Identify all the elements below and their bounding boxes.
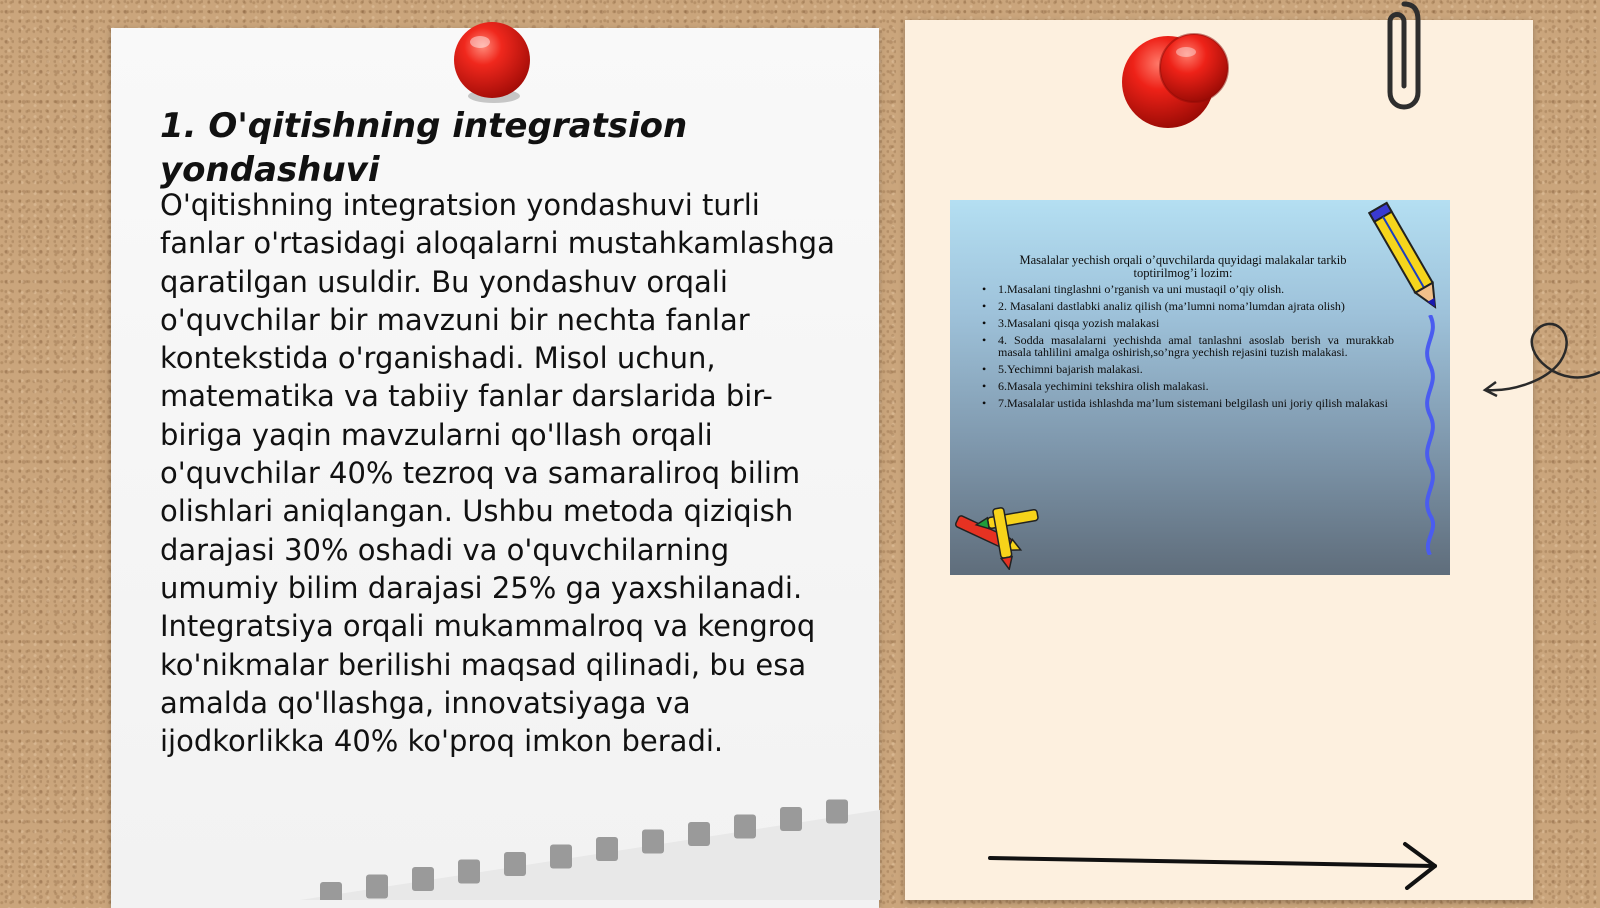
torn-paper-tab (780, 807, 802, 831)
red-pushpin-icon (1122, 32, 1242, 132)
torn-paper-tab (412, 867, 434, 891)
crayons-icon (950, 500, 1050, 570)
torn-paper-strip (300, 790, 880, 900)
torn-paper-tab (504, 852, 526, 876)
slide-list (976, 284, 1394, 415)
torn-paper-tab (366, 875, 388, 899)
bullet-icon: • (982, 299, 987, 313)
red-pushpin-icon (452, 18, 532, 108)
torn-paper-tab (826, 800, 848, 824)
torn-paper-tab (688, 822, 710, 846)
loop-arrow-icon (1480, 312, 1600, 412)
pencil-icon (1368, 200, 1448, 320)
paperclip-icon (1374, 0, 1424, 125)
bullet-icon: • (982, 395, 987, 410)
torn-paper-tab (734, 815, 756, 839)
slide-list-item: • 7.Masalalar ustida ishlashda ma’lum sistemani belgilash uni joriy qilish malakasi (982, 395, 1388, 410)
torn-paper-tab (642, 830, 664, 854)
bullet-icon: • (982, 282, 987, 296)
bullet-icon: • (982, 361, 987, 376)
slide-list-item: • 3.Masalani qisqa yozish malakasi (982, 316, 1160, 330)
slide-list-item: • 4. Sodda masalalarni yechishda amal tanlashni asoslab berish va murakkab masala tahlilini amalga oshirish,so’ngra yechish rejasini tuzish malakasi. (982, 333, 1394, 359)
torn-paper-tab (596, 837, 618, 861)
torn-paper-tab (458, 860, 480, 884)
torn-paper-tab (320, 882, 342, 900)
blue-squiggle-line (1418, 315, 1442, 555)
slide-list-item: • 5.Yechimni bajarish malakasi. (982, 361, 1143, 376)
bullet-icon: • (982, 378, 987, 393)
torn-paper-tab (550, 845, 572, 869)
slide-image (950, 200, 1450, 575)
section-body-text: O'qitishning integratsion yondashuvi turli fanlar o'rtasidagi aloqalarni mustahkamlashga qaratilgan usuldir. Bu yondashuv orqali o'quvchilar bir mavzuni bir nechta fanlar kontekstida o'rganishadi. Misol uchun, matematika va tabiiy fanlar darslarida bir-biriga yaqin mavzularni qo'llash orqali o'quvchilar 40% tezroq va samaraliroq bilim olishlari aniqlangan. Ushbu metoda qiziqish darajasi 30% oshadi va o'quvchilarning umumiy bilim darajasi 25% ga yaxshilanadi. Integratsiya orqali mukammalroq va kengroq ko'nikmalar berilishi maqsad qilinadi, bu esa amalda qo'llashga, innovatsiyaga va ijodkorlikka 40% ko'proq imkon beradi. (160, 188, 835, 759)
section-heading: 1. O'qitishning integratsion yondashuvi (160, 106, 688, 190)
bullet-icon: • (982, 333, 987, 347)
slide-list-item: • 1.Masalani tinglashni o’rganish va uni mustaqil o’qiy olish. (982, 282, 1285, 296)
arrow-icon (985, 840, 1445, 890)
slide-title: Masalalar yechish orqali o’quvchilarda quyidagi malakalar tarkib toptirilmog’i lozim: (1019, 253, 1347, 280)
slide-list-item: • 2. Masalani dastlabki analiz qilish (ma’lumni noma’lumdan ajrata olish) (982, 299, 1345, 313)
slide-list-item: • 6.Masala yechimini tekshira olish malakasi. (982, 378, 1209, 393)
bullet-icon: • (982, 316, 987, 330)
